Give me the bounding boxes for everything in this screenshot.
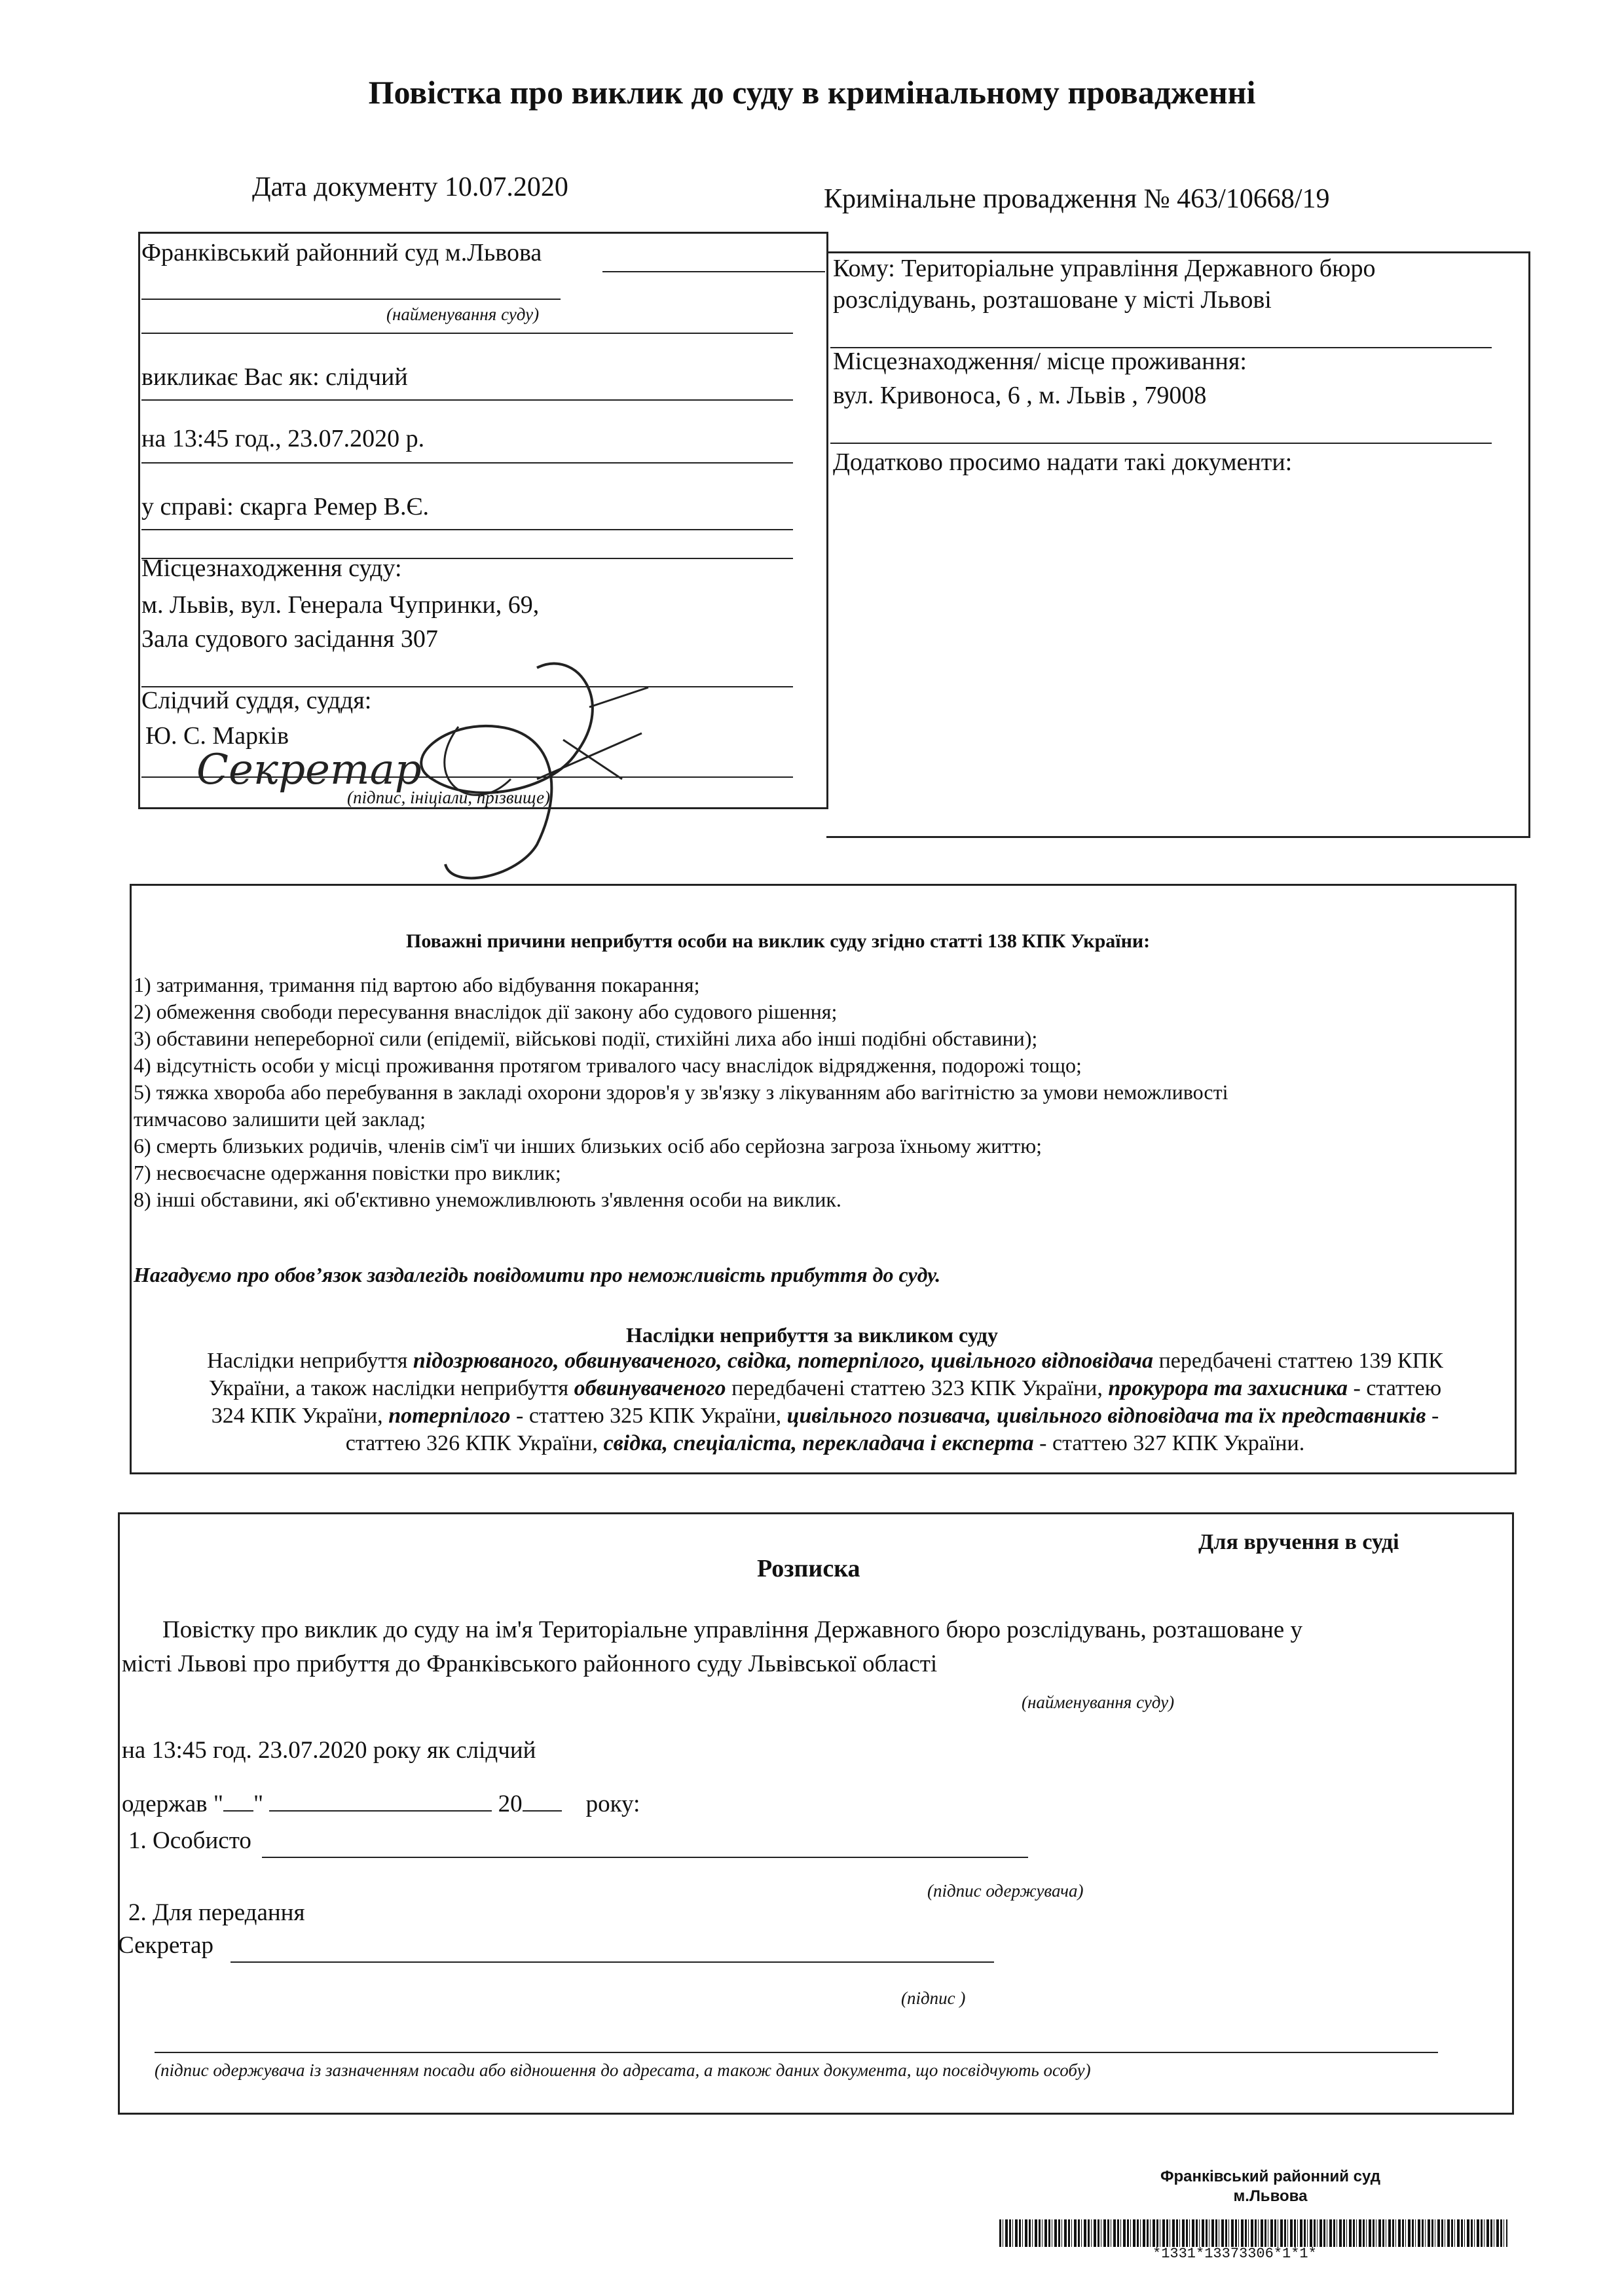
signature-caption: (підпис, ініціали, прізвище) bbox=[347, 788, 551, 807]
list-item: 7) несвоєчасне одержання повістки про виклик; bbox=[134, 1161, 561, 1184]
receipt-time-line: на 13:45 год. 23.07.2020 року як слідчий bbox=[122, 1737, 536, 1764]
list-item: 8) інші обставини, які об'єктивно унеможливлюють з'явлення особи на виклик. bbox=[134, 1188, 841, 1211]
court-name-caption: (найменування суду) bbox=[386, 304, 540, 324]
list-item: 5) тяжка хвороба або перебування в закладі охорони здоров'я у зв'язку з лікуванням або вагітністю за умови неможливості bbox=[134, 1080, 1228, 1104]
judge-name: Ю. С. Марків bbox=[145, 722, 289, 750]
hearing-datetime: на 13:45 год., 23.07.2020 р. bbox=[141, 425, 425, 452]
reasons-list bbox=[134, 972, 1228, 1213]
case-number: Кримінальне провадження № 463/10668/19 bbox=[824, 184, 1330, 214]
list-item: тимчасово залишити цей заклад; bbox=[134, 1107, 426, 1131]
received-date-line: одержав " " 20 року: bbox=[122, 1791, 640, 1817]
summons-role: викликає Вас як: слідчий bbox=[141, 363, 408, 391]
for-court-label: Для вручення в суді bbox=[1198, 1530, 1399, 1554]
signature-caption-2: (підпис ) bbox=[901, 1988, 966, 2008]
court-room: Зала судового засідання 307 bbox=[141, 625, 438, 653]
court-location-label: Місцезнаходження суду: bbox=[141, 555, 402, 582]
barcode-text: *1331*13373306*1*1* bbox=[1153, 2246, 1317, 2262]
personal-delivery-label: 1. Особисто bbox=[128, 1827, 251, 1854]
signature-scribble bbox=[341, 648, 681, 897]
case-matter: у справі: скарга Ремер В.Є. bbox=[141, 493, 430, 520]
secretary-label: Секретар bbox=[118, 1932, 213, 1959]
page-title: Повістка про виклик до суду в кримінальному провадженні bbox=[368, 74, 1256, 111]
court-stamp: Франківський районний суд м.Львова bbox=[1160, 2168, 1381, 2205]
location-label: Місцезнаходження/ місце проживання: bbox=[833, 348, 1247, 375]
documents-label: Додатково просимо надати такі документи: bbox=[833, 448, 1293, 476]
receipt-text-line1: Повістку про виклик до суду на ім'я Територіальне управління Державного бюро розслідувань, розташоване у bbox=[162, 1616, 1302, 1643]
handwritten-signature-text: Секретар bbox=[196, 746, 422, 794]
barcode bbox=[999, 2219, 1507, 2247]
receipt-court-caption: (найменування суду) bbox=[1022, 1692, 1175, 1712]
list-item: 3) обставини непереборної сили (епідемії, військові події, стихійні лиха або інші подібні обставини); bbox=[134, 1027, 1038, 1050]
list-item: 1) затримання, тримання під вартою або відбування покарання; bbox=[134, 973, 700, 996]
consequences-text: Наслідки неприбуття підозрюваного, обвинуваченого, свідка, потерпілого, цивільного відповідача передбачені статтею 139 КПК України, а також наслідки неприбуття обвинуваченого передбачені статтею 323 КПК України, прокурора та захисника - статтею 324 КПК України, потерпілого - статтею 325 КПК України, цивільного позивача, цивільного відповідача та їх представників - статтею 326 КПК України, свідка, спеціаліста, перекладача і експерта - статтею 327 КПК України. bbox=[207, 1349, 1443, 1455]
recipient-line2: розслідувань, розташоване у місті Львові bbox=[833, 286, 1272, 314]
list-item: 2) обмеження свободи пересування внаслідок дії закону або судового рішення; bbox=[134, 1000, 838, 1023]
list-item: 6) смерть близьких родичів, членів сім'ї чи інших близьких осіб або серйозна загроза їхньому життю; bbox=[134, 1134, 1043, 1157]
receipt-heading: Розписка bbox=[757, 1555, 860, 1582]
recipient-signature-caption: (підпис одержувача) bbox=[927, 1881, 1084, 1901]
reminder-text: Нагадуємо про обов’язок заздалегідь повідомити про неможливість прибуття до суду. bbox=[134, 1263, 941, 1286]
consequences-heading: Наслідки неприбуття за викликом суду bbox=[626, 1323, 998, 1347]
list-item: 4) відсутність особи у місці проживання протягом тривалого часу внаслідок відрядження, подорожі тощо; bbox=[134, 1053, 1082, 1077]
court-address: м. Львів, вул. Генерала Чупринки, 69, bbox=[141, 591, 540, 619]
recipient-line1: Кому: Територіальне управління Державного бюро bbox=[833, 255, 1376, 282]
reasons-heading: Поважні причини неприбуття особи на виклик суду згідно статті 138 КПК України: bbox=[406, 930, 1151, 952]
court-name: Франківський районний суд м.Львова bbox=[141, 239, 542, 266]
receipt-footer-caption: (підпис одержувача із зазначенням посади або відношення до адресата, а також даних документа, що посвідчують особу) bbox=[155, 2060, 1091, 2080]
handover-label: 2. Для передання bbox=[128, 1899, 305, 1926]
judge-label: Слідчий суддя, суддя: bbox=[141, 687, 372, 714]
location-value: вул. Кривоноса, 6 , м. Львів , 79008 bbox=[833, 382, 1207, 409]
document-date: Дата документу 10.07.2020 bbox=[252, 172, 568, 202]
receipt-text-line2: місті Львові про прибуття до Франківського районного суду Львівської області bbox=[122, 1650, 938, 1677]
